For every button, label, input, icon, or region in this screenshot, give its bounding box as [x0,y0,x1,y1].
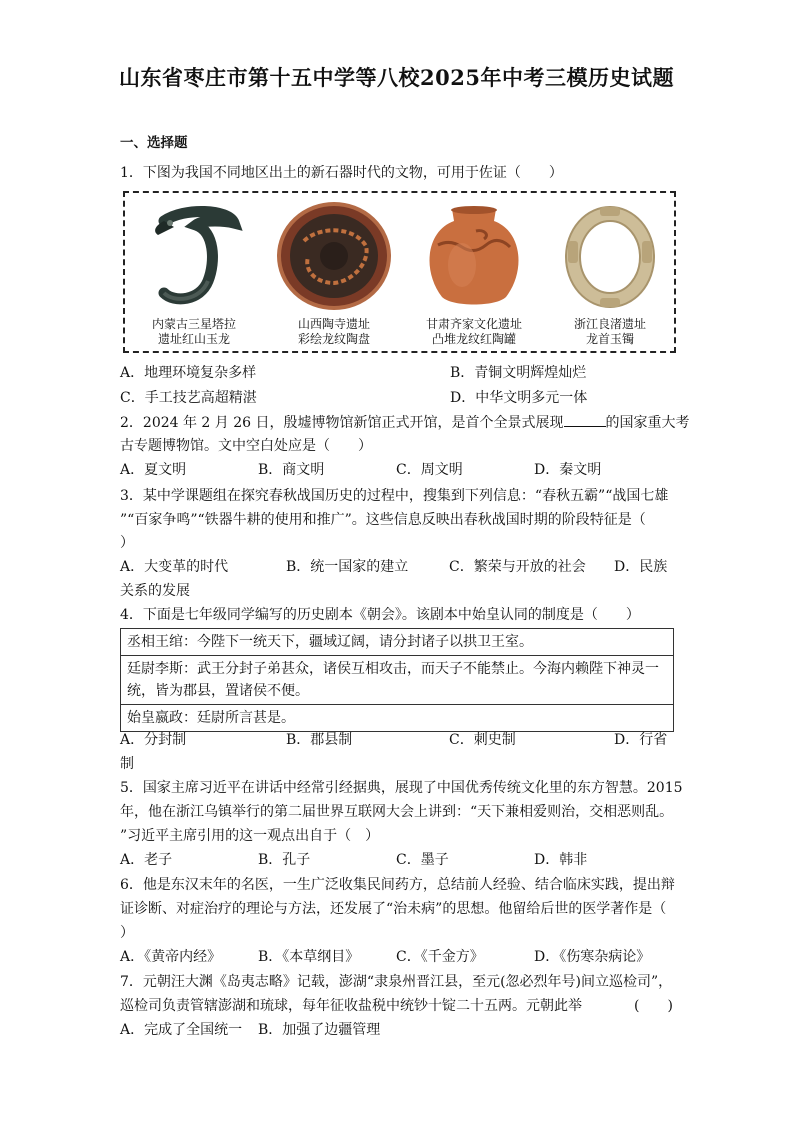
q1-figure-3 [409,199,539,349]
q2-option-c[interactable]: C．周文明 [396,462,463,478]
q3-option-c[interactable]: C．繁荣与开放的社会 [449,559,586,575]
q6-option-c[interactable]: C．《千金方》 [396,949,484,965]
q3-line-1: 3．某中学课题组在探究春秋战国历史的过程中，搜集到下列信息：“春秋五霸”“战国七雄 [120,488,669,504]
jade-dragon-icon [134,201,254,311]
q4-option-a[interactable]: A．分封制 [120,732,187,748]
table-row [121,656,674,705]
q7-line-2: 巡检司负责管辖澎湖和琉球，每年征收盐税中统钞十锭二十五两。元朝此举 [120,998,582,1014]
q1-figure-1 [129,199,259,349]
caption-line: 甘肃齐家文化遗址 [425,317,522,331]
pottery-jar-icon [414,201,534,311]
table-row [121,705,674,732]
caption-line: 龙首玉镯 [585,332,634,346]
q3-option-a[interactable]: A．大变革的时代 [120,559,229,575]
section-heading: 一、选择题 [120,135,188,151]
q2-line-1 [120,412,690,433]
q4-option-d-cont: 制 [120,756,134,772]
q2-option-b[interactable]: B．商文明 [258,462,325,478]
q1-caption-4 [545,317,675,347]
q2-text-a: 2．2024 年 2 月 26 日，殷墟博物馆新馆正式开馆，是首个全景式展现 [120,415,564,431]
q4-stem: 4．下面是七年级同学编写的历史剧本《朝会》。该剧本中始皇认同的制度是（ ） [120,607,640,623]
q5-line-1: 5．国家主席习近平在讲话中经常引经据典，展现了中国优秀传统文化里的东方智慧。2015 [120,780,683,796]
script-line-yingzheng: 始皇嬴政：廷尉所言甚是。 [121,705,674,732]
q1-option-c[interactable]: C．手工技艺高超精湛 [120,390,257,406]
painted-plate-icon [274,201,394,311]
q4-option-b[interactable]: B．郡县制 [286,732,353,748]
q7-option-a[interactable]: A．完成了全国统一 [120,1022,243,1038]
q1-figure-box [123,191,676,353]
caption-line: 内蒙古三星塔拉 [151,317,236,331]
caption-line: 山西陶寺遗址 [297,317,370,331]
q1-option-a[interactable]: A．地理环境复杂多样 [120,365,257,381]
q3-option-d[interactable]: D．民族 [614,559,668,575]
script-line-wangwan: 丞相王绾：今陛下一统天下，疆域辽阔，请分封诸子以拱卫王室。 [121,629,674,656]
caption-line: 遗址红山玉龙 [157,332,230,346]
q2-option-a[interactable]: A．夏文明 [120,462,187,478]
q2-text-b: 的国家重大考 [605,415,690,431]
script-line-lisi: 廷尉李斯：武王分封子弟甚众，诸侯互相攻击，而天子不能禁止。今海内赖陛下神灵一统，皆为郡县，置诸侯不便。 [121,656,674,705]
table-row [121,629,674,656]
q6-line-1: 6．他是东汉末年的名医，一生广泛收集民间药方，总结前人经验、结合临床实践，提出辩 [120,877,675,893]
q5-option-d[interactable]: D．韩非 [534,852,588,868]
q1-figure-2 [269,199,399,349]
q1-caption-3 [409,317,539,347]
q6-option-b[interactable]: B．《本草纲目》 [258,949,360,965]
q3-line-3: ） [120,535,134,551]
caption-line: 浙江良渚遗址 [573,317,646,331]
q2-option-d[interactable]: D．秦文明 [534,462,602,478]
q5-option-c[interactable]: C．墨子 [396,852,449,868]
q5-option-b[interactable]: B．孔子 [258,852,311,868]
caption-line: 凸堆龙纹红陶罐 [431,332,516,346]
q6-option-a[interactable]: A．《黄帝内经》 [120,949,222,965]
q2-line-2: 古专题博物馆。文中空白处应是（ ） [120,438,372,454]
q1-stem: 1．下图为我国不同地区出土的新石器时代的文物，可用于佐证（ ） [120,165,563,181]
jade-bracelet-icon [550,201,670,311]
q1-caption-1 [129,317,259,347]
q1-option-b[interactable]: B．青铜文明辉煌灿烂 [450,365,587,381]
q7-line-1: 7．元朝汪大渊《岛夷志略》记载，澎湖“隶泉州晋江县，至元(忽必烈年号)间立巡检司”， [120,974,673,990]
q1-caption-2 [269,317,399,347]
q5-line-2: 年，他在浙江乌镇举行的第二届世界互联网大会上讲到：“天下兼相爱则治，交相恶则乱。 [120,804,674,820]
q7-answer-paren: ( ) [634,998,673,1014]
page-title: 山东省枣庄市第十五中学等八校2025年中考三模历史试题 [119,65,674,90]
q2-blank [564,412,606,427]
q6-line-2: 证诊断、对症治疗的理论与方法，还发展了“治未病”的思想。他留给后世的医学著作是（ [120,901,667,917]
q5-option-a[interactable]: A．老子 [120,852,173,868]
q6-option-d[interactable]: D．《伤寒杂病论》 [534,949,651,965]
q3-option-b[interactable]: B．统一国家的建立 [286,559,409,575]
q3-line-2: ”“百家争鸣”“铁器牛耕的使用和推广”。这些信息反映出春秋战国时期的阶段特征是（ [120,512,646,528]
q4-option-d[interactable]: D．行省 [614,732,668,748]
q6-line-3: ） [120,925,134,941]
q1-figure-4 [545,199,675,349]
q1-option-d[interactable]: D．中华文明多元一体 [450,390,588,406]
q5-line-3: ”习近平主席引用的这一观点出自于（ ） [120,828,380,844]
q3-option-d-cont: 关系的发展 [120,583,190,599]
q4-option-c[interactable]: C．刺史制 [449,732,516,748]
q7-option-b[interactable]: B．加强了边疆管理 [258,1022,381,1038]
caption-line: 彩绘龙纹陶盘 [297,332,370,346]
q4-script-table [120,628,674,732]
